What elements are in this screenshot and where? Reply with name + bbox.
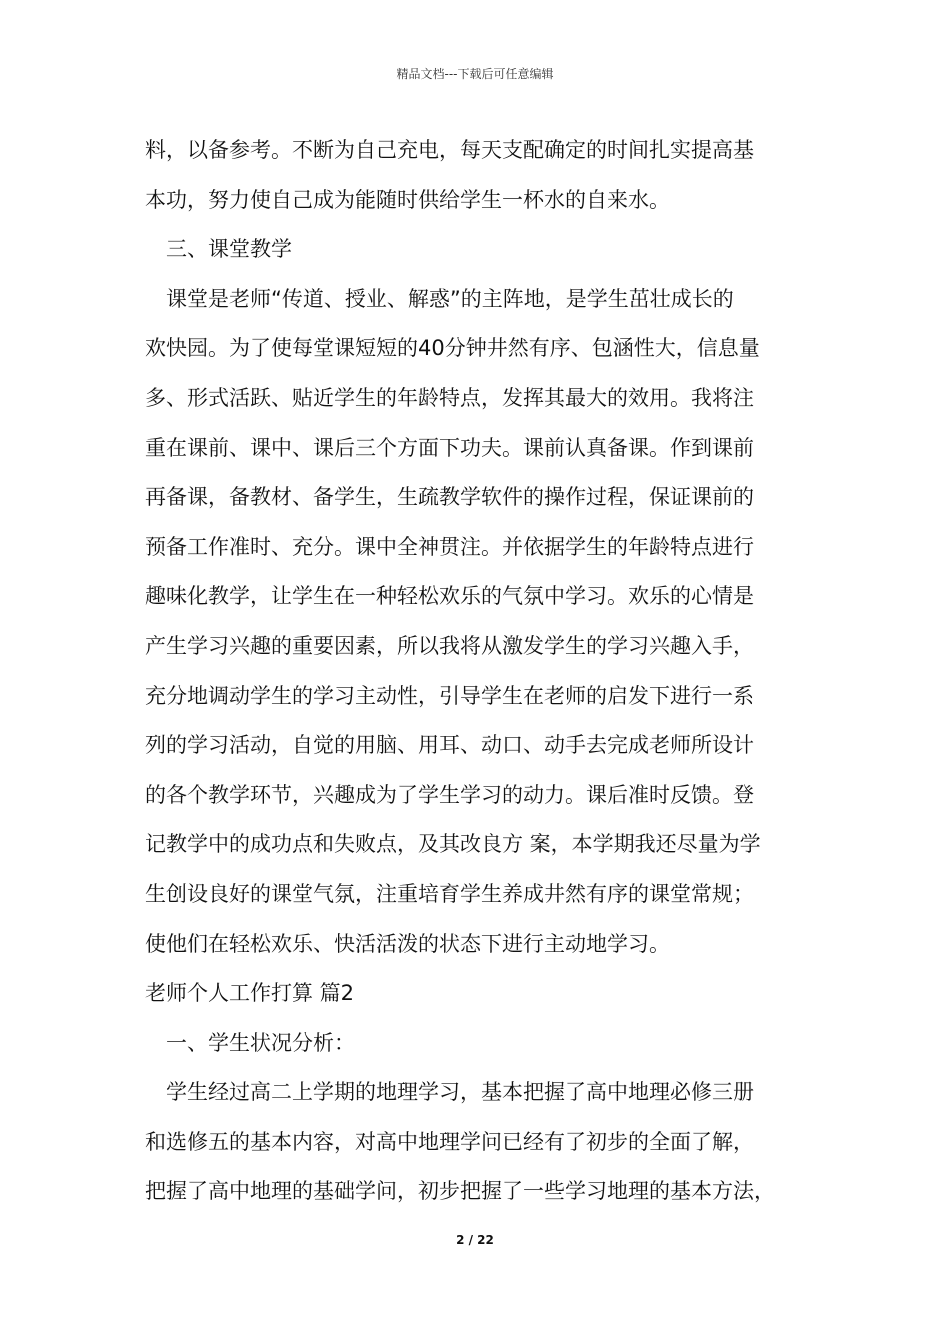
text-line: 学生经过高二上学期的地理学习，基本把握了高中地理必修三册 bbox=[166, 1080, 754, 1105]
text-line: 多、形式活跃、贴近学生的年龄特点，发挥其最大的效用。我将注 bbox=[145, 385, 754, 410]
section-heading: 三、课堂教学 bbox=[166, 237, 292, 262]
text-line: 再备课，备教材、备学生，生疏教学软件的操作过程，保证课前的 bbox=[145, 485, 754, 510]
text-line: 预备工作准时、充分。课中全神贯注。并依据学生的年龄特点进行 bbox=[145, 534, 754, 559]
text-line: 使他们在轻松欢乐、快活活泼的状态下进行主动地学习。 bbox=[145, 931, 670, 956]
text-line: 和选修五的基本内容，对高中地理学问已经有了初步的全面了解， bbox=[145, 1129, 754, 1154]
text-line: 生创设良好的课堂气氛，注重培育学生养成井然有序的课堂常规； bbox=[145, 881, 754, 906]
document-subtitle: 老师个人工作打算 篇2 bbox=[145, 981, 355, 1006]
text-line: 料，以备参考。不断为自己充电，每天支配确定的时间扎实提高基 bbox=[145, 138, 754, 162]
page-header: 精品文档---下载后可任意编辑 bbox=[396, 67, 554, 81]
text-line: 本功，努力使自己成为能随时供给学生一杯水的自来水。 bbox=[145, 187, 670, 212]
document-body bbox=[145, 126, 810, 1217]
text-line: 课堂是老师“传道、授业、解惑”的主阵地，是学生茁壮成长的 bbox=[166, 286, 734, 311]
text-line: 产生学习兴趣的重要因素，所以我将从激发学生的学习兴趣入手， bbox=[145, 633, 754, 658]
text-line: 重在课前、课中、课后三个方面下功夫。课前认真备课。作到课前 bbox=[145, 435, 754, 460]
text-line: 欢快园。为了使每堂课短短的40分钟井然有序、包涵性大，信息量 bbox=[145, 336, 760, 361]
text-line: 把握了高中地理的基础学问，初步把握了一些学习地理的基本方法， bbox=[145, 1179, 775, 1204]
page-number: 2 / 22 bbox=[456, 1233, 494, 1247]
text-line: 的各个教学环节，兴趣成为了学生学习的动力。课后准时反馈。登 bbox=[145, 782, 754, 807]
text-line: 记教学中的成功点和失败点，及其改良方 案，本学期我还尽量为学 bbox=[145, 832, 761, 857]
text-line: 趣味化教学，让学生在一种轻松欢乐的气氛中学习。欢乐的心情是 bbox=[145, 584, 754, 609]
text-line: 列的学习活动，自觉的用脑、用耳、动口、动手去完成老师所设计 bbox=[145, 733, 754, 758]
section-heading: 一、学生状况分析： bbox=[166, 1030, 355, 1055]
text-line: 充分地调动学生的学习主动性，引导学生在老师的启发下进行一系 bbox=[145, 683, 754, 708]
